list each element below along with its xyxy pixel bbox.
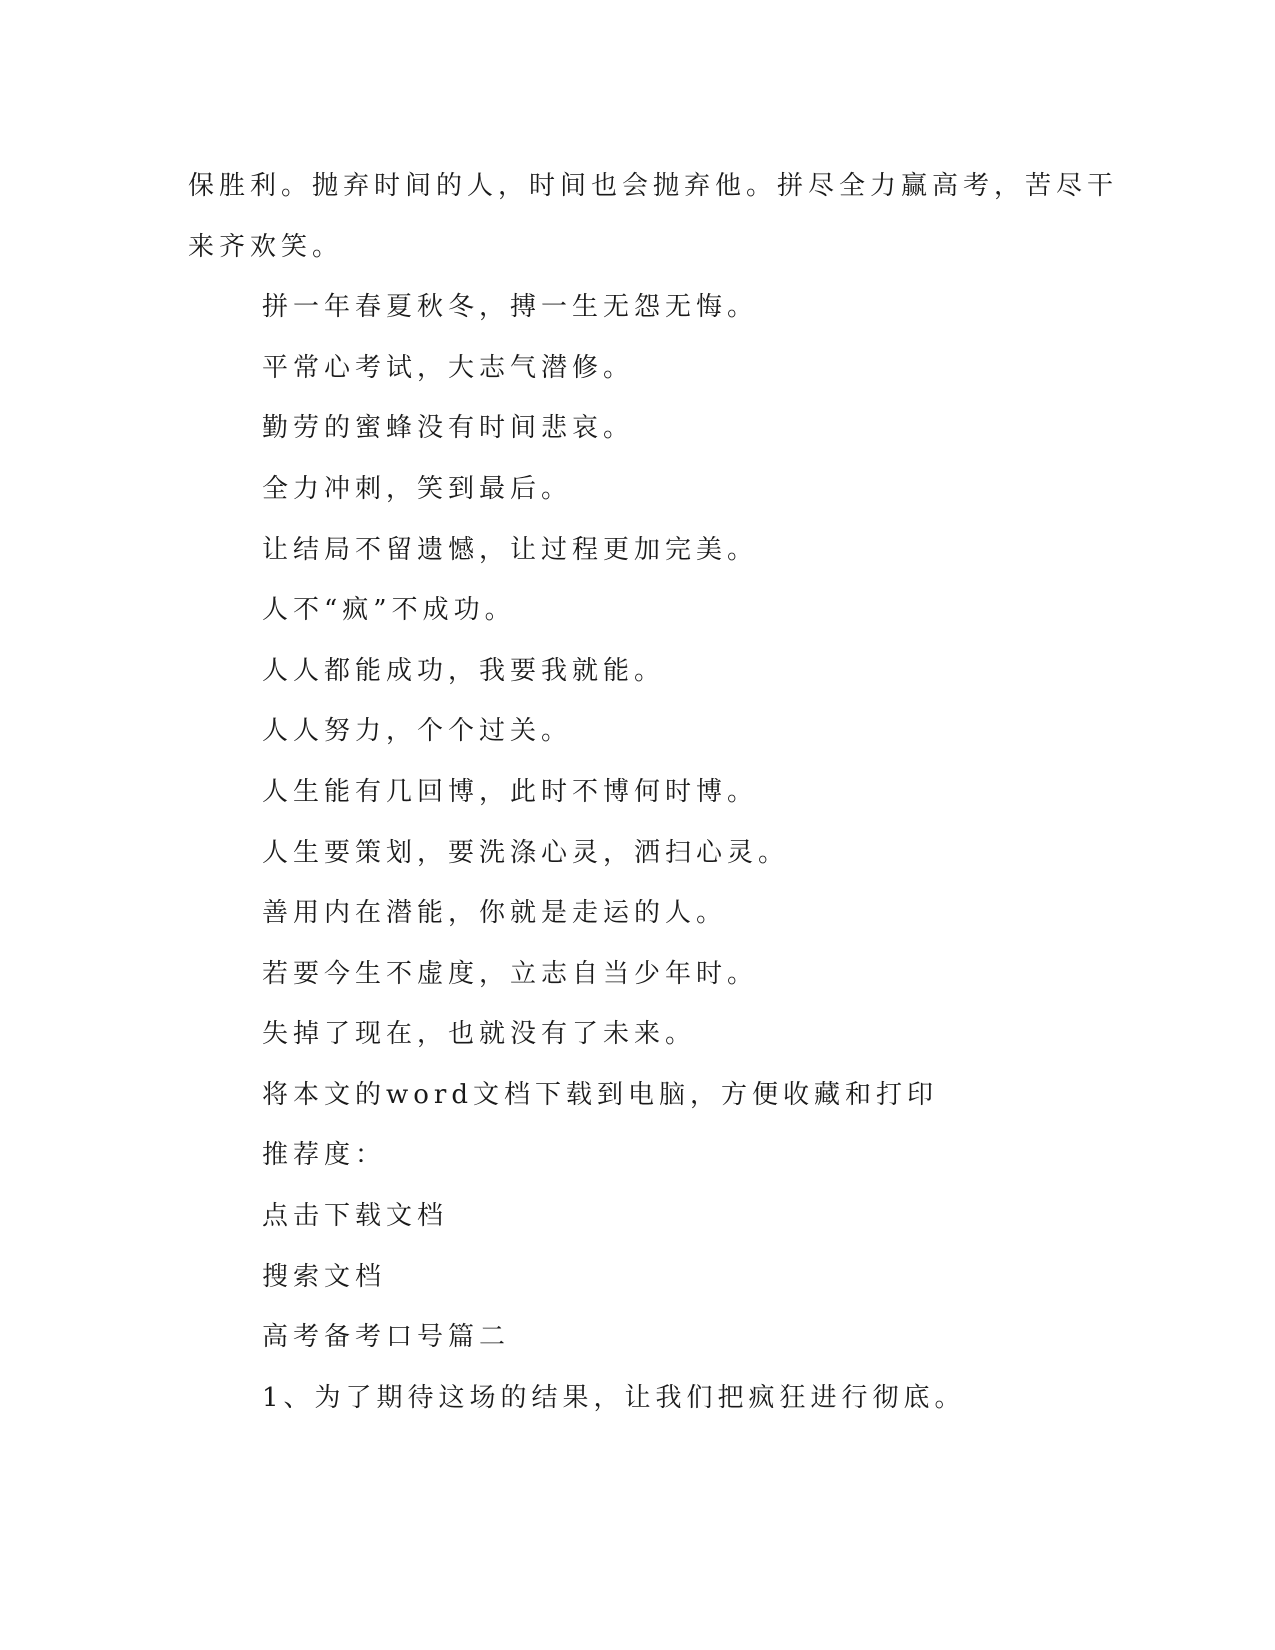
slogan-line: 平常心考试，大志气潜修。 <box>262 353 635 383</box>
download-document-link[interactable]: 点击下载文档 <box>262 1201 449 1231</box>
slogan-line: 善用内在潜能，你就是走运的人。 <box>262 898 728 928</box>
slogan-line: 让结局不留遗憾，让过程更加完美。 <box>262 535 759 565</box>
slogan-line: 人生能有几回博，此时不博何时博。 <box>262 777 759 807</box>
download-note: 将本文的word文档下载到电脑，方便收藏和打印 <box>262 1080 938 1110</box>
slogan-line: 人人努力，个个过关。 <box>262 716 573 746</box>
slogan-line: 勤劳的蜜蜂没有时间悲哀。 <box>262 413 635 443</box>
slogan-line: 若要今生不虚度，立志自当少年时。 <box>262 959 759 989</box>
slogan-line: 人生要策划，要洗涤心灵，洒扫心灵。 <box>262 838 790 868</box>
numbered-item: 1、为了期待这场的结果，让我们把疯狂进行彻底。 <box>262 1383 966 1413</box>
slogan-line: 失掉了现在，也就没有了未来。 <box>262 1019 697 1049</box>
slogan-line: 人人都能成功，我要我就能。 <box>262 656 666 686</box>
search-document-link[interactable]: 搜索文档 <box>262 1262 387 1292</box>
slogan-line: 人不“疯”不成功。 <box>262 595 516 625</box>
section-heading: 高考备考口号篇二 <box>262 1322 511 1352</box>
paragraph-line: 保胜利。抛弃时间的人，时间也会抛弃他。拼尽全力赢高考，苦尽干 <box>188 171 1119 201</box>
paragraph-line: 来齐欢笑。 <box>188 232 344 262</box>
slogan-line: 拼一年春夏秋冬，搏一生无怨无悔。 <box>262 292 759 322</box>
recommendation-label: 推荐度： <box>262 1140 387 1170</box>
slogan-line: 全力冲刺，笑到最后。 <box>262 474 573 504</box>
